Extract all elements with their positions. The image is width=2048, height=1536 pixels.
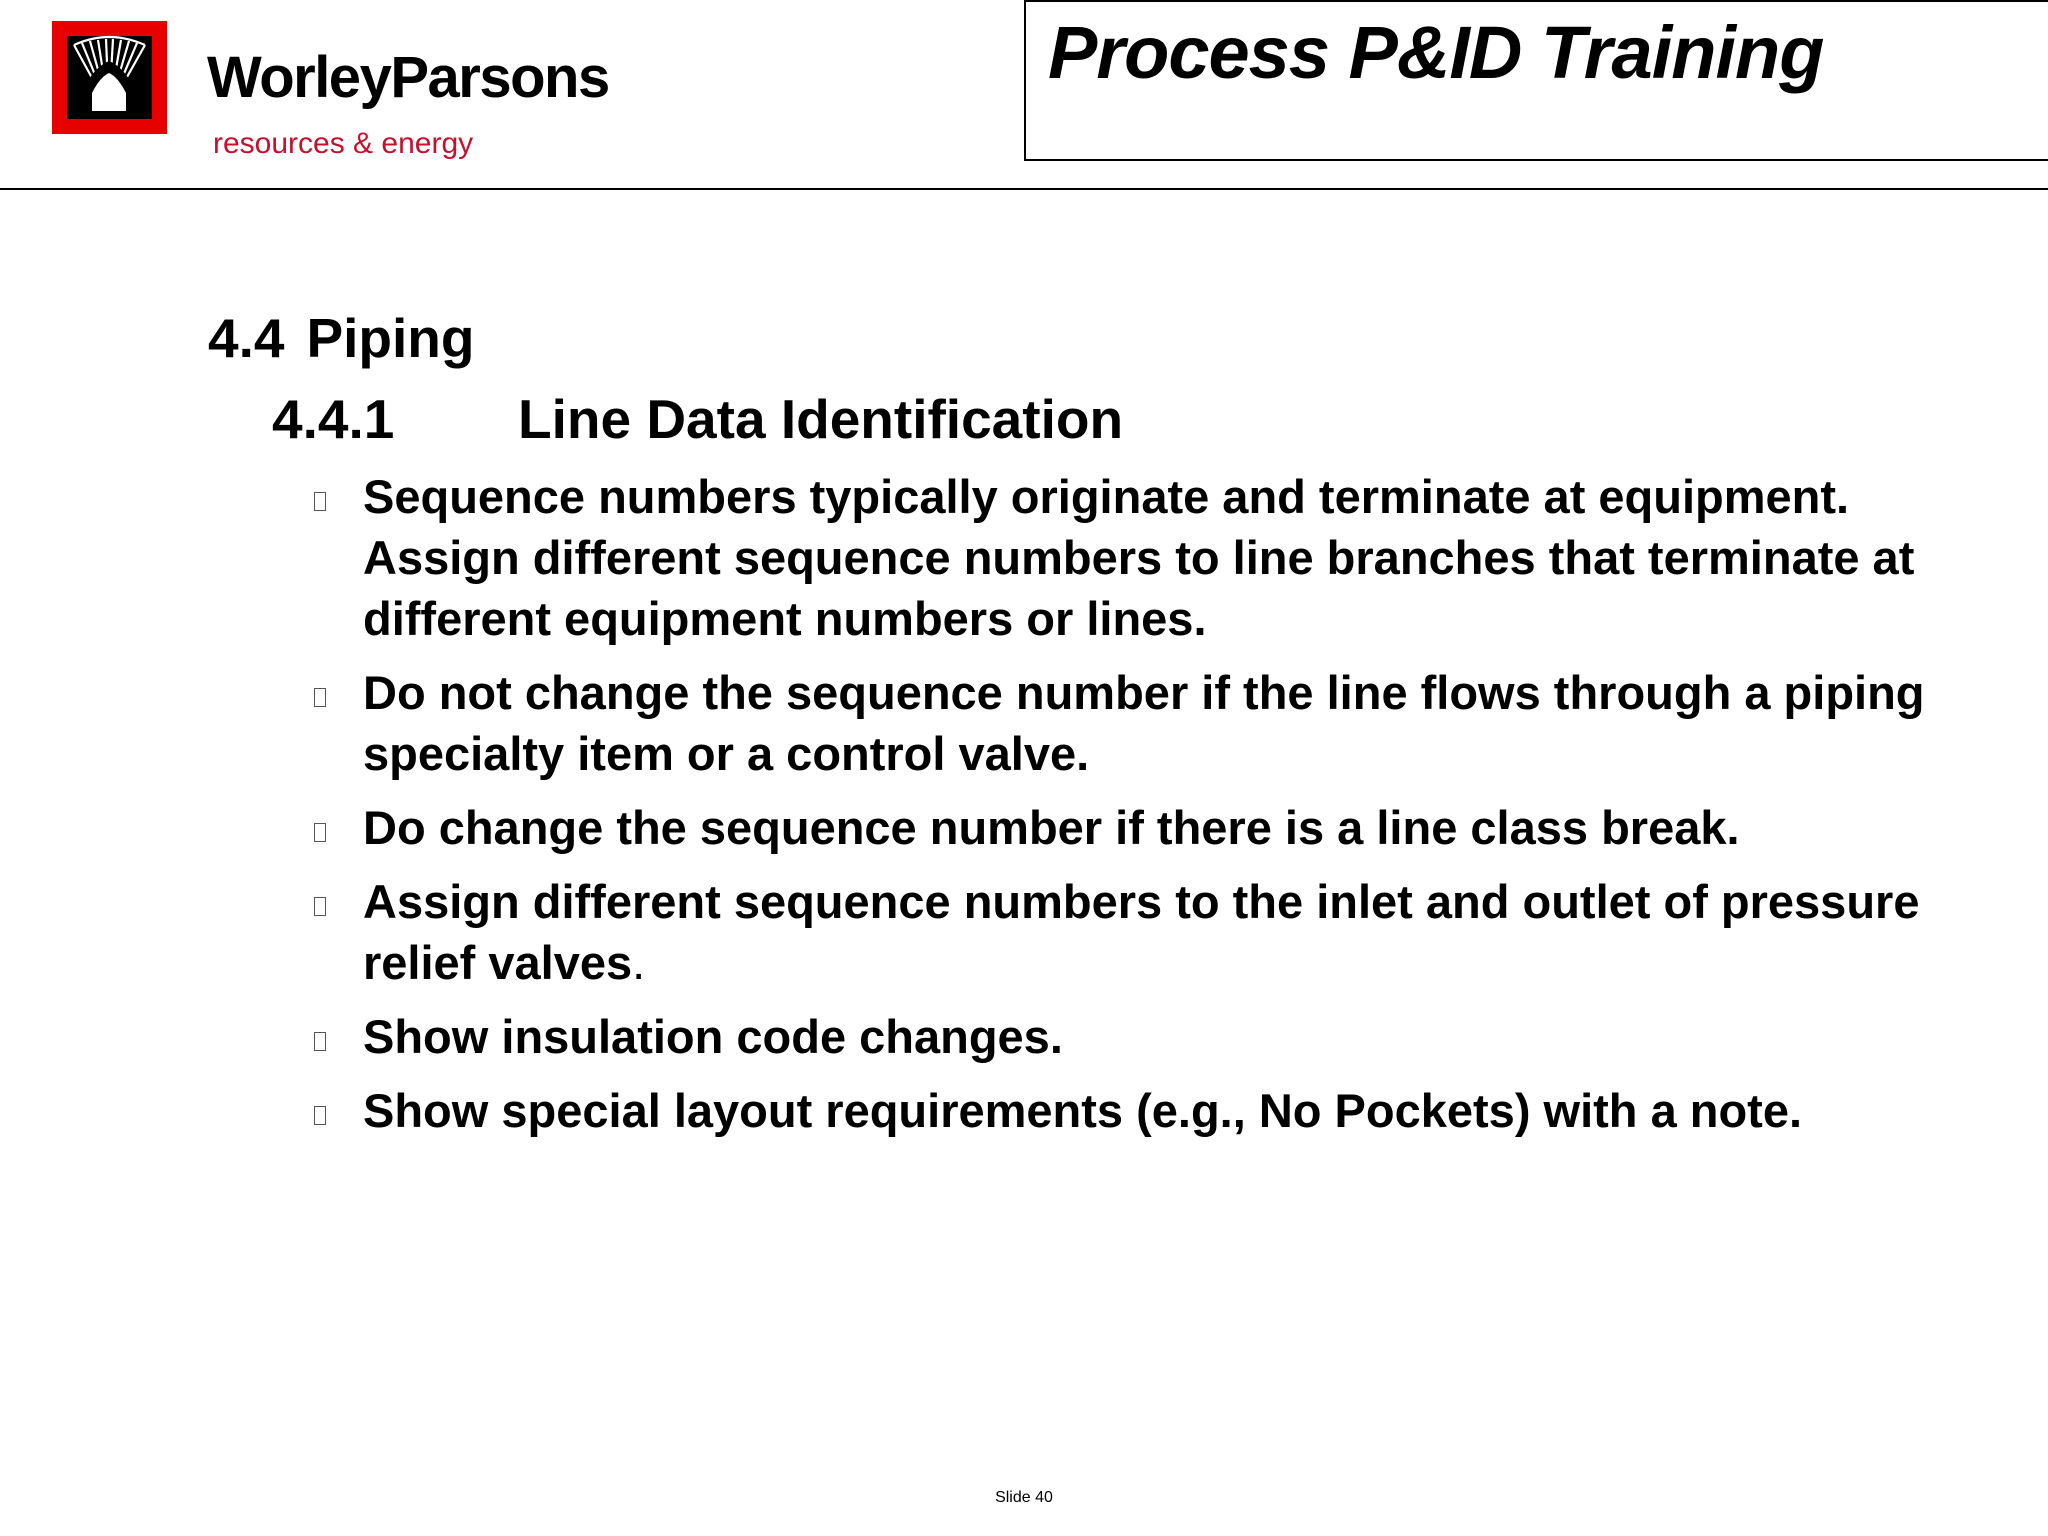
bullet-marker-icon [314, 492, 326, 511]
company-logo [52, 21, 167, 134]
bullet-marker-icon [314, 1106, 326, 1125]
bullet-text: Show insulation code changes. [363, 1010, 1063, 1063]
bullet-marker-icon [314, 897, 326, 916]
subsection-number: 4.4.1 [272, 388, 395, 450]
slide-number: Slide 40 [995, 1489, 1053, 1506]
bullet-list [310, 466, 1960, 1154]
section-number: 4.4 [208, 307, 285, 369]
bullet-marker-icon [314, 823, 326, 842]
section-title: Piping [306, 307, 475, 369]
header-divider [0, 188, 2048, 190]
bullet-item [310, 662, 1960, 784]
bullet-item [310, 1080, 1960, 1141]
bullet-item [310, 797, 1960, 858]
bullet-marker-icon [314, 1032, 326, 1051]
bullet-marker-icon [314, 688, 326, 707]
bullet-item [310, 1006, 1960, 1067]
bullet-item [310, 871, 1960, 993]
subsection-heading [272, 387, 1123, 451]
bullet-tail: . [632, 936, 646, 989]
subsection-title: Line Data Identification [518, 388, 1124, 450]
slide-title: Process P&ID Training [1048, 11, 1824, 94]
brand-name: WorleyParsons [207, 45, 609, 110]
bullet-item [310, 466, 1960, 649]
brand-tagline: resources & energy [213, 127, 474, 160]
bullet-text: Do change the sequence number if there is a line class break. [363, 801, 1740, 854]
bullet-text: Assign different sequence numbers to the inlet and outlet of pressure relief valves [363, 875, 1920, 989]
bullet-text: Do not change the sequence number if the line flows through a piping specialty item or a control valve. [363, 666, 1925, 780]
logo-fan-icon [52, 21, 167, 134]
bullet-text: Sequence numbers typically originate and terminate at equipment. Assign different sequence numbers to line branches that terminate at different equipment numbers or lines. [363, 470, 1915, 645]
bullet-text: Show special layout requirements (e.g., No Pockets) with a note. [363, 1084, 1803, 1137]
section-heading [208, 306, 475, 370]
